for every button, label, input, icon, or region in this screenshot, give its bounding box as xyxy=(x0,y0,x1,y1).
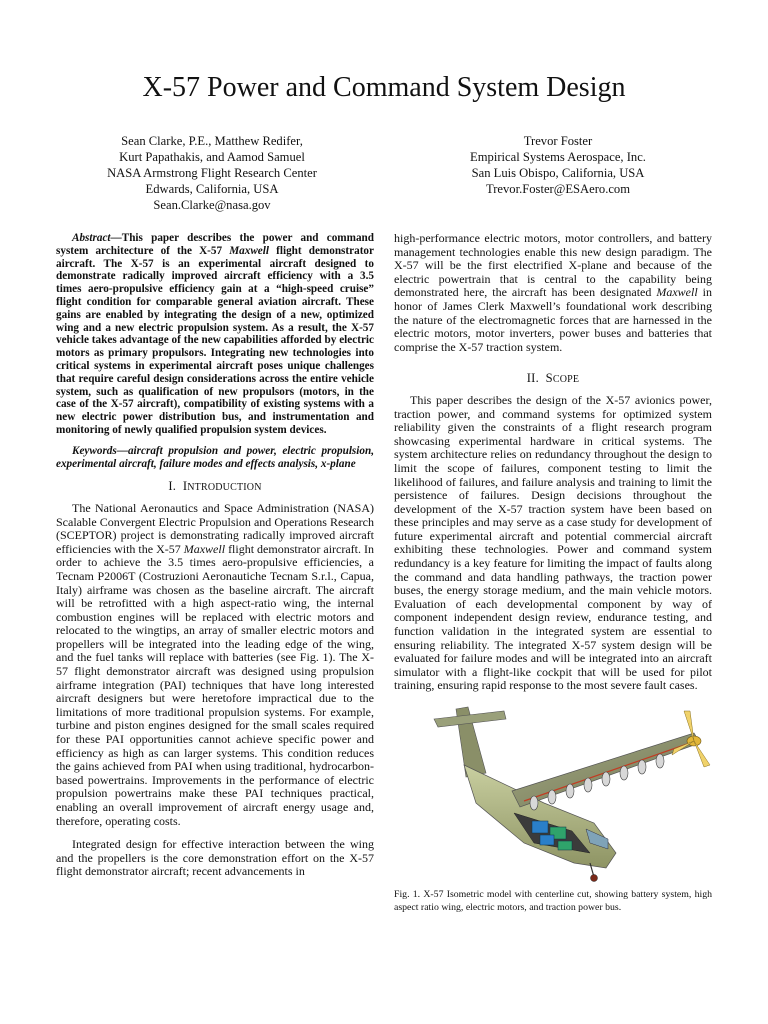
author-affiliation: Empirical Systems Aerospace, Inc. xyxy=(470,150,646,164)
battery-pack xyxy=(558,841,572,850)
figure-1-aircraft-model xyxy=(394,703,712,883)
author-name: Trevor Foster xyxy=(523,134,593,148)
author-names-line-2: Kurt Papathakis, and Aamod Samuel xyxy=(119,150,305,164)
author-email: Trevor.Foster@ESAero.com xyxy=(485,182,631,196)
section-heading-introduction xyxy=(56,480,374,495)
author-affiliation: NASA Armstrong Flight Research Center xyxy=(107,166,317,180)
section-title-initial: I xyxy=(182,479,188,494)
author-location: Edwards, California, USA xyxy=(145,182,279,196)
abstract-maxwell: Maxwell xyxy=(229,244,269,257)
author-block-nasa xyxy=(62,133,362,213)
intro-p2-cont-text-b: in honor of James Clerk Maxwell’s foundational work describing the nature of the electromagnetic forces that are harnessed in the electric motors, motor inverters, power buses and batteries that comprise the X-57 traction system. xyxy=(394,285,712,354)
author-names-line-1: Sean Clarke, P.E., Matthew Redifer, xyxy=(121,134,303,148)
figure-1-caption: Fig. 1. X-57 Isometric model with centerline cut, showing battery system, high aspect ratio wing, electric motors, and traction power bus. xyxy=(394,889,712,913)
battery-pack xyxy=(532,821,548,833)
section-numeral: I. xyxy=(168,479,177,494)
nose-wheel xyxy=(591,875,598,882)
x57-isometric-illustration xyxy=(394,703,712,883)
section-title-rest: COPE xyxy=(552,374,580,386)
intro-p1-text-b: flight demonstrator aircraft. In order to achieve the 3.5 times aero-propulsive efficiencies, a Tecnam P2006T (Costruzioni Aeronautiche Tecnam S.r.l., Capua, Italy) airframe was chosen as the baseline aircraft. The aircraft will be retrofitted with a high aspect-ratio wing, the internal combustion engines will be replaced with electric motors and relocated to the wingtips, an array of smaller electric motors and propellers will be integrated into the leading edge of the wing, and the fuel tanks will replace with batteries (see Fig. 1). The X-57 flight demonstrator aircraft was designed using propulsion airframe integration (PAI) techniques that have long interested aircraft designers but were heretofore impractical due to the limitations of more traditional propulsion systems. For example, turbine and piston engines designed for the small scales required for these PAI opportunities cannot achieve specific power and efficiency as high as can larger systems. This condition reduces the gains achieved from PAI when using traditional, hydrocarbon-based powertrains. Improvements in the performance of electric propulsion powertrains make these PAI techniques practical, enabling an overall improvement of aircraft energy usage and, therefore, operating costs. xyxy=(56,541,375,828)
left-column xyxy=(56,232,374,879)
scope-paragraph-1: This paper describes the design of the X-57 avionics power, traction power, and command systems for optimized system reliability given the constraints of a flight research program showcasing experimental hardware in critical systems. The system architecture relies on redundancy throughout the design to limit the scope of failures, component testing to limit the likelihood of failures, and failure analysis and training to limit the persistence of failures. Design decisions throughout the development of the X-57 traction system have been based on these principles and may serve as a case study for development of future experimental aircraft and potential commercial aircraft exhibiting these technologies. Power and command system redundancy is a key feature for limiting the impact of faults along the command and data handling pathways, the traction power buses, the energy storage medium, and the main vehicle motors. Evaluation of each developmental component by way of component independent design review, endurance testing, and function validation in the integrated system are essential to ensuring reliability. The integrated X-57 system design will be evaluated for failure modes and will be integrated into an aircraft simulator with a flight-like cockpit that will be used for pilot training, ensuring rapid response to the most severe fault cases. xyxy=(394,392,712,693)
abstract xyxy=(56,232,374,437)
intro-paragraph-1 xyxy=(56,502,374,828)
paper-title: X-57 Power and Command System Design xyxy=(142,72,626,103)
intro-p1-text-a: The National Aeronautics and Space Administration (NASA) Scalable Convergent Electric Propulsion and Operations Research (SCEPTOR) project is demonstrating radically improved aircraft efficiencies with the X-57 xyxy=(56,500,374,556)
section-numeral: II. xyxy=(526,371,539,386)
abstract-dash: — xyxy=(110,232,122,244)
author-email: Sean.Clarke@nasa.gov xyxy=(153,198,271,212)
author-block-esaero xyxy=(408,133,708,197)
battery-pack xyxy=(540,835,554,845)
section-title-initial: S xyxy=(545,371,553,386)
right-column xyxy=(394,232,712,914)
intro-p2-maxwell: Maxwell xyxy=(656,285,698,300)
section-heading-scope xyxy=(394,372,712,387)
intro-p1-maxwell: Maxwell xyxy=(183,541,226,556)
section-title-rest: NTRODUCTION xyxy=(187,482,262,494)
abstract-text-2: flight demonstrator aircraft. The X-57 is an experimental aircraft designed to demonstrate radically improved aircraft efficiency with a 3.5 times aero-propulsive efficiency gain at a “high-speed cruise” flight condition for comparable general aviation aircraft. These gains are enabled by integrating the design of a new, optimized wing and a new electric propulsion system. As a result, the X-57 vehicle takes advantage of the new capabilities afforded by electric motors as primary propulsors. Integrating new technologies into critical systems in experimental aircraft poses unique challenges that require careful design considerations across the entire vehicle system, such as qualification of new propulsors (motors, in the case of the X-57 aircraft), compatibility of existing systems with a new electric power distribution bus, and instrumentation and monitoring of newly qualified propulsion system devices. xyxy=(56,244,374,436)
keywords: Keywords—aircraft propulsion and power, electric propulsion, experimental aircraft, failure modes and effects analysis, x-plane xyxy=(56,444,374,470)
intro-paragraph-2: Integrated design for effective interaction between the wing and the propellers is the core demonstration effort on the X-57 flight demonstrator aircraft; recent advancements in xyxy=(56,837,374,879)
abstract-text-1: This paper describes the power and command system architecture of the X-57 xyxy=(56,232,374,257)
intro-p2-cont-text-a: high-performance electric motors, motor controllers, and battery management technologies enable this new design paradigm. The X-57 will be the first electrified X-plane and because of the electric powertrain that is central to the capability being demonstrated here, the aircraft has been designated xyxy=(394,231,712,300)
abstract-label: Abstract xyxy=(72,232,111,244)
author-location: San Luis Obispo, California, USA xyxy=(471,166,645,180)
intro-paragraph-2-continued xyxy=(394,232,712,354)
